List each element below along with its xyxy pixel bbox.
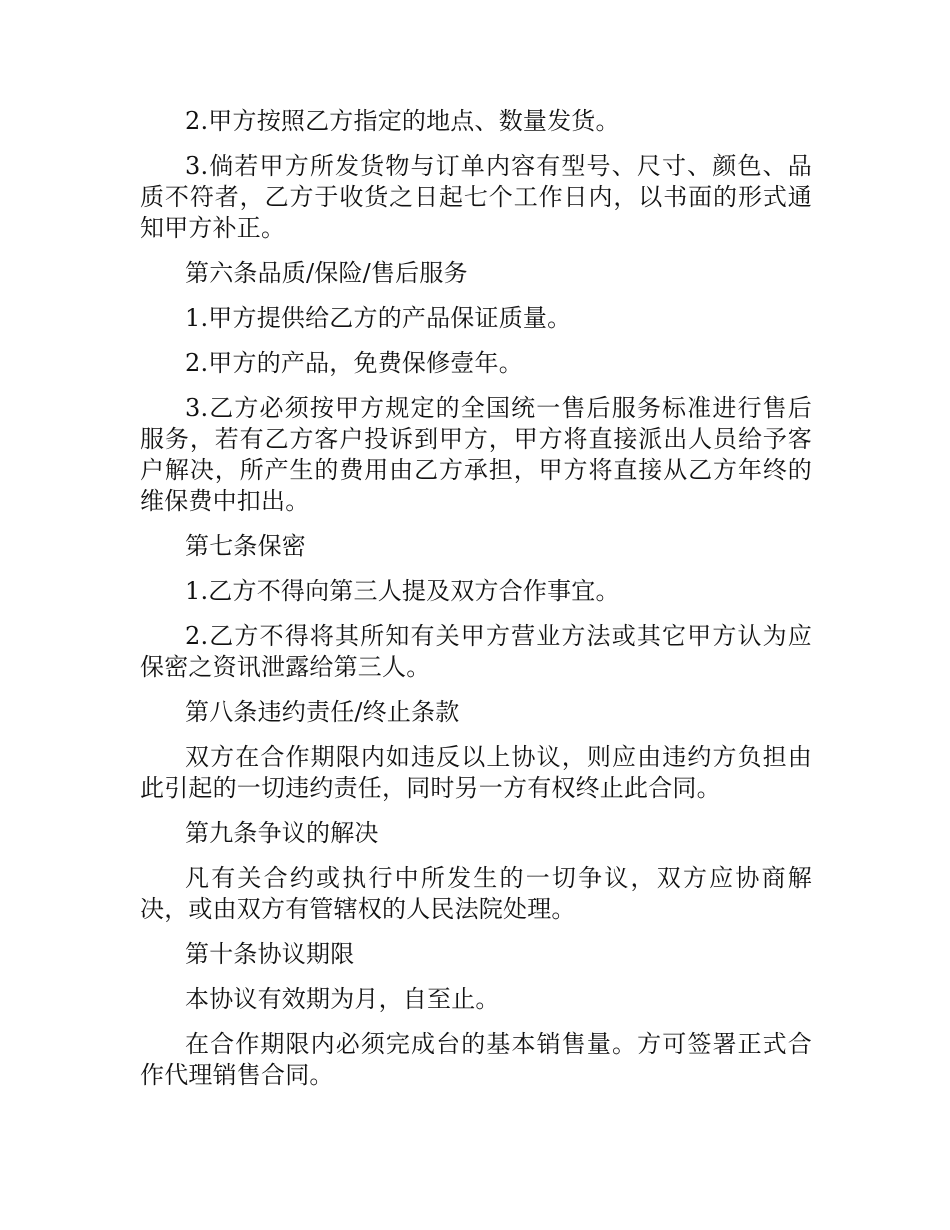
paragraph-no-disclosure-cooperation: 1.乙方不得向第三人提及双方合作事宜。 <box>185 577 620 605</box>
paragraph-breach-liability: 双方在合作期限内如违反以上协议，则应由违约方负担由此引起的一切违约责任，同时另一方有权终止此合同。 <box>140 743 812 802</box>
paragraph-free-warranty: 2.甲方的产品，免费保修壹年。 <box>185 349 523 377</box>
heading-article-7-confidentiality: 第七条保密 <box>185 532 306 560</box>
heading-article-9-dispute-resolution: 第九条争议的解决 <box>185 819 379 847</box>
paragraph-quality-guarantee: 1.甲方提供给乙方的产品保证质量。 <box>185 304 572 332</box>
heading-article-6-quality-service: 第六条品质/保险/售后服务 <box>185 259 468 287</box>
paragraph-validity-period: 本协议有效期为月，自至止。 <box>185 985 500 1013</box>
document-body <box>140 106 812 1105</box>
heading-article-8-breach-termination: 第八条违约责任/终止条款 <box>185 698 460 726</box>
heading-article-10-term: 第十条协议期限 <box>185 940 355 968</box>
paragraph-after-sales-standard: 3.乙方必须按甲方规定的全国统一售后服务标准进行售后服务，若有乙方客户投诉到甲方，甲方将直接派出人员给予客户解决，所产生的费用由乙方承担，甲方将直接从乙方年终的维保费中扣出。 <box>140 394 812 515</box>
paragraph-nonconforming-goods: 3.倘若甲方所发货物与订单内容有型号、尺寸、颜色、品质不符者，乙方于收货之日起七个工作日内，以书面的形式通知甲方补正。 <box>140 152 812 242</box>
paragraph-delivery-location: 2.甲方按照乙方指定的地点、数量发货。 <box>185 107 620 135</box>
paragraph-sales-target: 在合作期限内必须完成台的基本销售量。方可签署正式合作代理销售合同。 <box>140 1030 812 1089</box>
paragraph-dispute-resolution: 凡有关合约或执行中所发生的一切争议，双方应协商解决，或由双方有管辖权的人民法院处理。 <box>140 864 812 923</box>
paragraph-no-disclosure-business: 2.乙方不得将其所知有关甲方营业方法或其它甲方认为应保密之资讯泄露给第三人。 <box>140 622 812 681</box>
